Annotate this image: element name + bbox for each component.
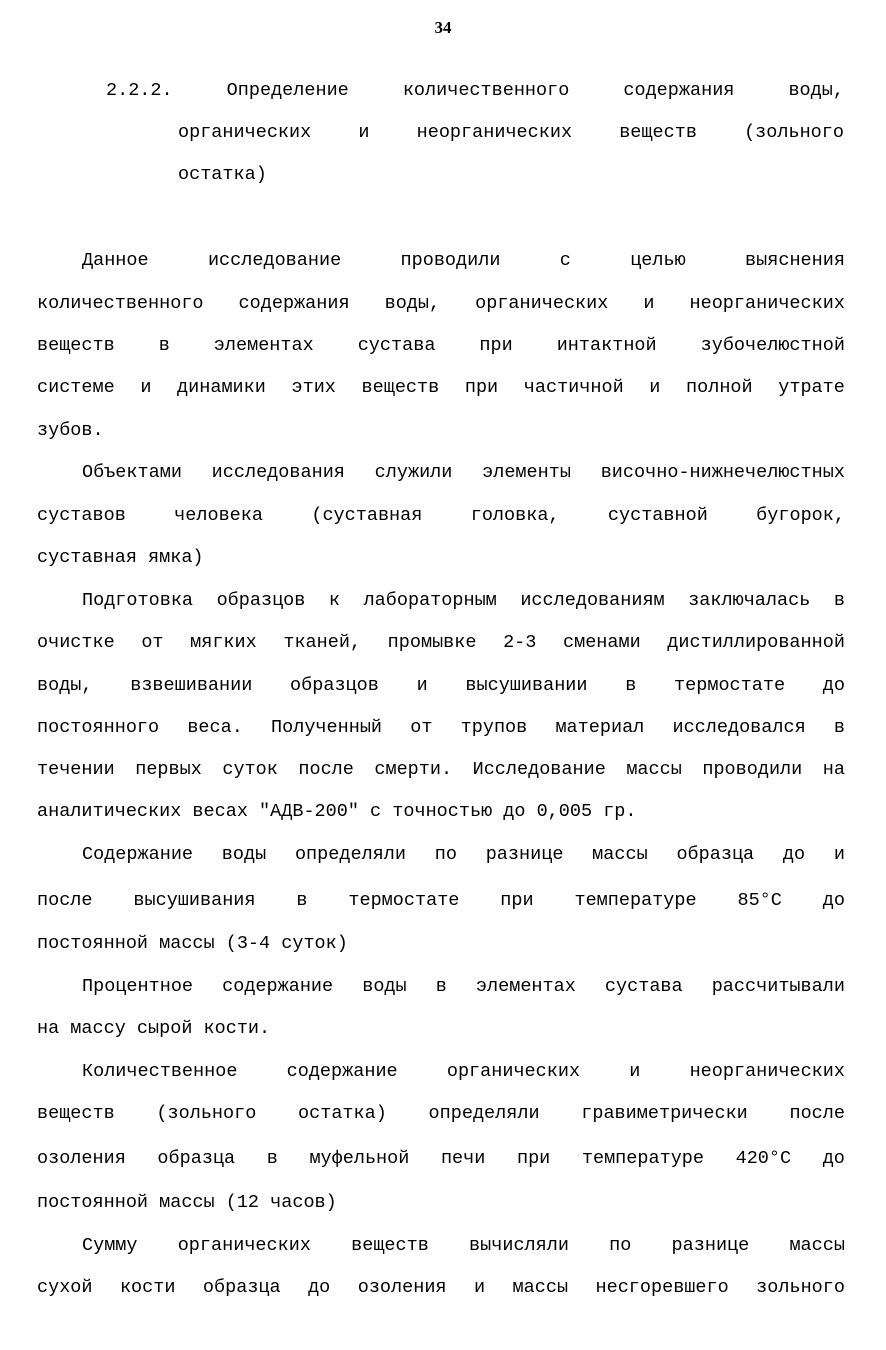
word: неорганических — [689, 293, 845, 314]
word: первых — [135, 759, 202, 780]
paragraph-line — [37, 543, 337, 573]
paragraph-line — [82, 840, 845, 870]
word: 85°С — [737, 890, 782, 911]
word: в — [625, 675, 637, 696]
word: Количественное — [82, 1061, 238, 1082]
word: высушивания — [133, 890, 256, 911]
word: после — [37, 890, 93, 911]
word: человека — [174, 505, 263, 526]
paragraph-line — [82, 972, 845, 1002]
word: образцов — [290, 675, 379, 696]
word: исследованиям — [520, 590, 665, 611]
word: постоянного — [37, 717, 160, 738]
word: височно-нижнечелюстных — [600, 462, 845, 483]
word: (зольного — [744, 122, 844, 143]
paragraph-line — [37, 1144, 845, 1174]
paragraph-line — [37, 886, 845, 916]
word: и — [629, 1061, 641, 1082]
word: высушивании — [465, 675, 588, 696]
word: и — [643, 293, 655, 314]
section-heading-line — [178, 118, 844, 148]
paragraph-line — [37, 755, 845, 785]
word: образца — [202, 1277, 281, 1298]
word: температуре — [574, 890, 697, 911]
word: 2.2.2. — [106, 80, 173, 101]
word: от — [141, 632, 164, 653]
word: несгоревшего — [595, 1277, 729, 1298]
section-heading-line — [106, 76, 844, 106]
paragraph-line — [82, 1057, 845, 1087]
paragraph-line — [82, 586, 845, 616]
word: Подготовка — [82, 590, 194, 611]
word: вычисляли — [469, 1235, 569, 1256]
paragraph-line — [37, 929, 437, 959]
word: содержание — [222, 976, 334, 997]
word: целью — [630, 250, 686, 271]
word: (суставная — [311, 505, 423, 526]
word: Сумму — [82, 1235, 138, 1256]
word: в — [833, 717, 845, 738]
word: и — [140, 377, 152, 398]
word: Процентное — [82, 976, 194, 997]
line-text: суставная ямка) — [37, 547, 204, 568]
word: мягких — [190, 632, 257, 653]
word: интактной — [556, 335, 657, 356]
word: суставов — [37, 505, 126, 526]
word: термостате — [348, 890, 460, 911]
word: содержания — [623, 80, 735, 101]
word: веществ — [351, 1235, 429, 1256]
word: лабораторным — [363, 590, 497, 611]
word: элементах — [213, 335, 314, 356]
word: содержание — [286, 1061, 398, 1082]
word: сухой — [37, 1277, 93, 1298]
word: массы — [512, 1277, 569, 1298]
word: печи — [440, 1148, 486, 1169]
word: Определение — [226, 80, 349, 101]
word: суток — [222, 759, 278, 780]
word: веществ — [361, 377, 440, 398]
word: массы — [789, 1235, 845, 1256]
word: и — [358, 122, 370, 143]
word: утрате — [778, 377, 845, 398]
word: воды — [221, 844, 267, 865]
word: служили — [374, 462, 453, 483]
paragraph-line — [82, 458, 845, 488]
word: и — [416, 675, 428, 696]
line-text: на массу сырой кости. — [37, 1018, 271, 1039]
word: в — [833, 590, 845, 611]
word: озоления — [357, 1277, 447, 1298]
word: суставной — [607, 505, 708, 526]
word: заключалась — [688, 590, 811, 611]
word: Исследование — [472, 759, 606, 780]
paragraph-line — [37, 1014, 437, 1044]
word: элементы — [482, 462, 571, 483]
word: образцов — [216, 590, 306, 611]
word: 2-3 — [503, 632, 537, 653]
word: исследовался — [672, 717, 806, 738]
paragraph-line — [37, 1099, 845, 1129]
word: сменами — [562, 632, 641, 653]
word: системе — [37, 377, 115, 398]
paragraph-line — [37, 416, 237, 446]
word: в — [296, 890, 308, 911]
word: исследование — [207, 250, 342, 271]
word: кости — [119, 1277, 176, 1298]
word: головка, — [470, 505, 560, 526]
word: бугорок, — [756, 505, 845, 526]
word: образца — [157, 1148, 236, 1169]
word: этих — [291, 377, 336, 398]
word: воды, — [788, 80, 844, 101]
word: до — [782, 844, 806, 865]
word: муфельной — [309, 1148, 410, 1169]
word: динамики — [177, 377, 266, 398]
word: и — [833, 844, 845, 865]
line-text: постоянной массы (12 часов) — [37, 1192, 337, 1213]
word: при — [516, 1148, 551, 1169]
paragraph-line — [37, 797, 797, 827]
word: неорганических — [416, 122, 573, 143]
word: элементах — [475, 976, 576, 997]
word: до — [822, 675, 845, 696]
word: органических — [177, 1235, 311, 1256]
word: частичной — [523, 377, 624, 398]
word: с — [559, 250, 571, 271]
word: органических — [475, 293, 609, 314]
line-text: зубов. — [37, 420, 104, 441]
word: выяснения — [745, 250, 845, 271]
section-heading-line — [178, 160, 378, 190]
word: термостате — [674, 675, 786, 696]
word: до — [308, 1277, 331, 1298]
word: определяли — [428, 1103, 540, 1124]
line-text: остатка) — [178, 164, 267, 185]
word: воды, — [384, 293, 441, 314]
word: и — [473, 1277, 486, 1298]
line-text: постоянной массы (3-4 суток) — [37, 933, 348, 954]
word: сустава — [357, 335, 436, 356]
word: рассчитывали — [711, 976, 845, 997]
word: 420°С — [735, 1148, 792, 1169]
line-text: аналитических весах "АДВ-200" с точностью до 0,005 гр. — [37, 801, 637, 822]
word: Объектами — [82, 462, 182, 483]
word: на — [822, 759, 845, 780]
paragraph-line — [82, 246, 845, 276]
word: воды — [362, 976, 407, 997]
page-number: 34 — [434, 18, 452, 37]
word: зольного — [756, 1277, 845, 1298]
word: взвешивании — [130, 675, 253, 696]
word: образца — [676, 844, 755, 865]
word: полной — [686, 377, 753, 398]
word: в — [266, 1148, 278, 1169]
word: в — [435, 976, 447, 997]
word: до — [822, 890, 845, 911]
word: промывке — [387, 632, 477, 653]
paragraph-line — [37, 373, 845, 403]
word: массы — [626, 759, 682, 780]
word: Содержание — [82, 844, 194, 865]
paragraph-line — [82, 1231, 845, 1261]
word: после — [298, 759, 354, 780]
word: по — [609, 1235, 632, 1256]
word: неорганических — [689, 1061, 845, 1082]
word: и — [649, 377, 661, 398]
word: по — [434, 844, 457, 865]
word: дистиллированной — [667, 632, 845, 653]
word: после — [789, 1103, 845, 1124]
word: течении — [37, 759, 115, 780]
word: веществ — [619, 122, 697, 143]
paragraph-line — [37, 628, 845, 658]
paragraph-line — [37, 713, 845, 743]
word: органических — [178, 122, 312, 143]
word: веществ — [37, 1103, 115, 1124]
word: разнице — [671, 1235, 750, 1256]
word: озоления — [37, 1148, 126, 1169]
word: проводили — [400, 250, 501, 271]
word: в — [158, 335, 170, 356]
word: сустава — [604, 976, 683, 997]
paragraph-line — [37, 1188, 437, 1218]
word: количественного — [402, 80, 570, 101]
word: трупов — [460, 717, 528, 738]
word: разнице — [485, 844, 564, 865]
word: материал — [555, 717, 645, 738]
word: смерти. — [374, 759, 453, 780]
word: гравиметрически — [581, 1103, 748, 1124]
word: к — [328, 590, 341, 611]
word: органических — [446, 1061, 581, 1082]
word: (зольного — [156, 1103, 257, 1124]
word: веществ — [37, 335, 115, 356]
word: воды, — [37, 675, 93, 696]
word: Полученный — [271, 717, 383, 738]
word: до — [822, 1148, 845, 1169]
word: при — [479, 335, 513, 356]
paragraph-line — [37, 501, 845, 531]
word: температуре — [581, 1148, 704, 1169]
paragraph-line — [37, 331, 845, 361]
word: Данное — [82, 250, 149, 271]
word: содержания — [238, 293, 350, 314]
word: количественного — [37, 293, 204, 314]
word: веса. — [187, 717, 243, 738]
word: зубочелюстной — [700, 335, 845, 356]
word: остатка) — [298, 1103, 387, 1124]
paragraph-line — [37, 671, 845, 701]
word: тканей, — [283, 632, 362, 653]
word: исследования — [211, 462, 345, 483]
word: очистке — [37, 632, 115, 653]
word: при — [464, 377, 499, 398]
word: проводили — [702, 759, 803, 780]
word: определяли — [294, 844, 406, 865]
paragraph-line — [37, 1273, 845, 1303]
paragraph-line — [37, 289, 845, 319]
word: от — [410, 717, 433, 738]
word: при — [500, 890, 534, 911]
word: массы — [592, 844, 648, 865]
